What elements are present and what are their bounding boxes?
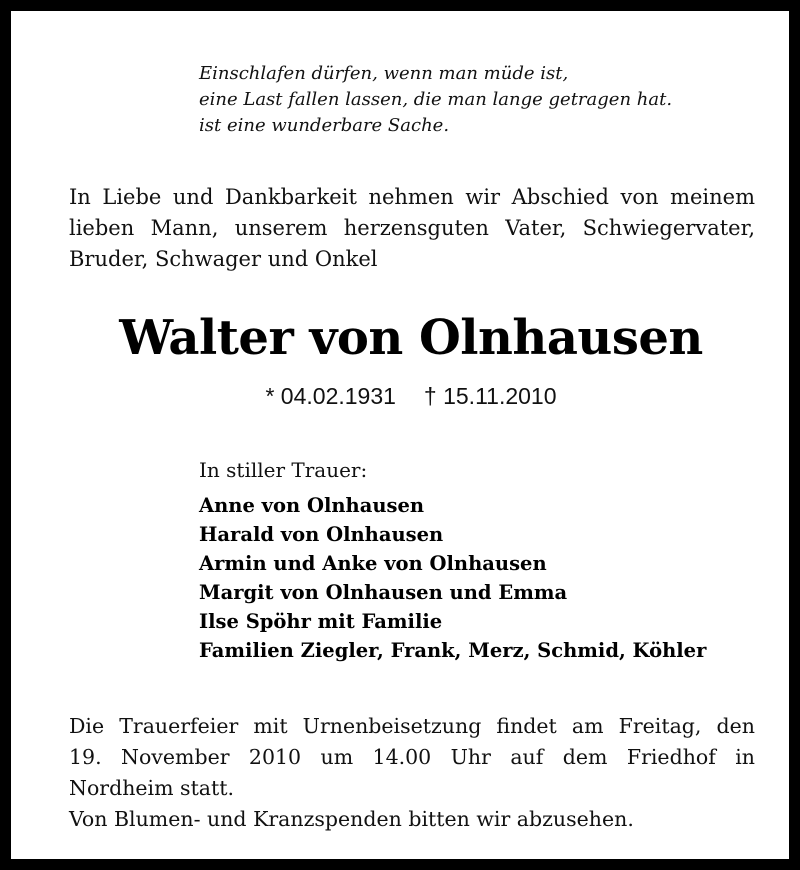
mourner-name: Anne von Olnhausen	[199, 494, 425, 517]
poem-line: eine Last fallen lassen, die man lange getragen hat.	[199, 89, 673, 110]
intro-line: lieben Mann, unserem herzensguten Vater, Schwiegervater,	[69, 216, 755, 240]
poem-line: ist eine wunderbare Sache.	[199, 115, 450, 136]
intro-line: In Liebe und Dankbarkeit nehmen wir Abschied von meinem	[69, 185, 755, 209]
mourner-name: Familien Ziegler, Frank, Merz, Schmid, Köhler	[199, 639, 707, 662]
intro-paragraph	[69, 182, 755, 275]
deceased-name: Walter von Olnhausen	[119, 310, 703, 366]
mourners-list	[199, 491, 706, 665]
notice-line: Von Blumen- und Kranzspenden bitten wir abzusehen.	[69, 807, 634, 831]
poem-line: Einschlafen dürfen, wenn man müde ist,	[199, 63, 569, 84]
birth-date: * 04.02.1931	[265, 383, 396, 409]
funeral-notice	[69, 711, 755, 835]
mourner-name: Armin und Anke von Olnhausen	[199, 552, 547, 575]
mourner-name: Ilse Spöhr mit Familie	[199, 610, 443, 633]
life-dates	[11, 381, 800, 411]
notice-line: Die Trauerfeier mit Urnenbeisetzung findet am Freitag, den	[69, 714, 755, 738]
mourning-label: In stiller Trauer:	[199, 458, 368, 482]
notice-line: Nordheim statt.	[69, 776, 235, 800]
mourner-name: Harald von Olnhausen	[199, 523, 444, 546]
intro-line: Bruder, Schwager und Onkel	[69, 247, 378, 271]
mourner-name: Margit von Olnhausen und Emma	[199, 581, 568, 604]
poem-verse	[199, 61, 769, 139]
notice-line: 19. November 2010 um 14.00 Uhr auf dem Friedhof in	[69, 745, 755, 769]
death-date: † 15.11.2010	[423, 383, 557, 409]
